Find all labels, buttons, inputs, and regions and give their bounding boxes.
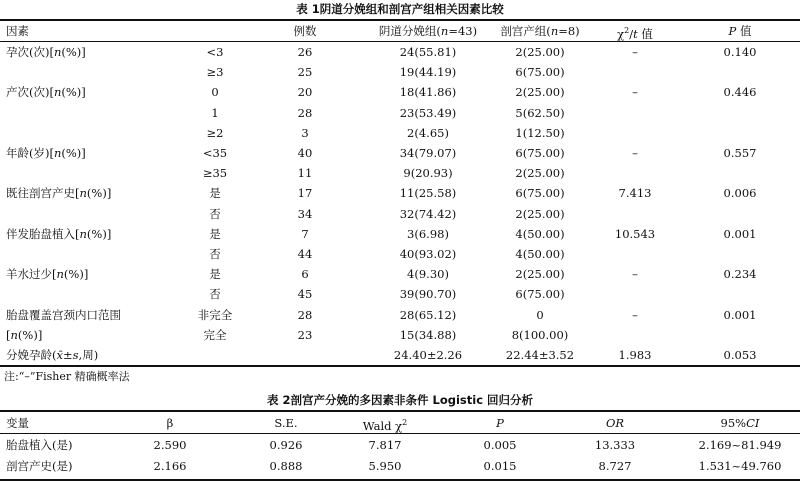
table2-cell-p: 0.005 xyxy=(483,438,517,452)
table1-cell-stat: – xyxy=(632,146,638,160)
table1-cell-cesarean: 2(25.00) xyxy=(515,206,565,221)
table1-header-rule xyxy=(0,41,800,42)
table1-cell-stat: – xyxy=(632,307,638,322)
table2-cell-se: 0.926 xyxy=(269,438,303,452)
table1-cell-vaginal: 9(20.93) xyxy=(403,166,453,181)
table1-cell-vaginal: 39(90.70) xyxy=(399,287,457,302)
table1-cell-factor: [n(%)] xyxy=(6,327,43,342)
table1-header-p: P 值 xyxy=(728,24,752,38)
table1-cell-vaginal: 15(34.88) xyxy=(399,327,457,342)
table1-cell-factor: 胎盘覆盖宫颈内口范围 xyxy=(6,307,121,322)
table1-cell-count: 3 xyxy=(301,125,309,140)
table1-cell-vaginal: 19(44.19) xyxy=(399,65,457,80)
table1-cell-level: 是 xyxy=(209,186,221,201)
table1-cell-p: 0.053 xyxy=(723,348,757,362)
table1-cell-count: 34 xyxy=(297,206,313,221)
table1-cell-p: 0.234 xyxy=(723,267,757,282)
table1-cell-cesarean: 1(12.50) xyxy=(515,125,565,140)
table1-cell-cesarean: 6(75.00) xyxy=(515,186,565,201)
table1-cell-cesarean: 2(25.00) xyxy=(515,267,565,282)
table1-header-count: 例数 xyxy=(293,24,317,38)
table2-header-or: OR xyxy=(605,416,625,430)
table1-cell-count: 40 xyxy=(297,146,313,160)
table1-header-factor: 因素 xyxy=(6,24,29,38)
table1-cell-vaginal: 23(53.49) xyxy=(399,105,457,120)
table1-cell-cesarean: 2(25.00) xyxy=(515,85,565,100)
table1-cell-vaginal: 2(4.65) xyxy=(407,125,449,140)
table2-header-beta: β xyxy=(166,416,174,430)
table1-cell-p: 0.001 xyxy=(723,226,757,241)
table1-header-vaginal: 阴道分娩组(n=43) xyxy=(378,24,478,38)
table2-cell-variable: 剖宫产史(是) xyxy=(6,459,73,473)
table1-cell-level: <3 xyxy=(206,45,224,59)
table1-cell-p: 0.446 xyxy=(723,85,757,100)
table1-cell-vaginal: 11(25.58) xyxy=(399,186,457,201)
table2-header-p: P xyxy=(496,416,504,430)
table1-cell-count: 45 xyxy=(297,287,313,302)
table1-cell-stat: – xyxy=(632,85,638,100)
table1-cell-factor: 羊水过少[n(%)] xyxy=(6,267,89,282)
table1-cell-stat: 1.983 xyxy=(618,348,652,362)
table1-header-cesarean: 剖宫产组(n=8) xyxy=(500,24,580,38)
table1-cell-vaginal: 3(6.98) xyxy=(407,226,449,241)
table1-cell-p: 0.140 xyxy=(723,45,757,59)
table1-cell-count: 7 xyxy=(301,226,309,241)
table2-cell-beta: 2.166 xyxy=(153,459,187,473)
table2-cell-variable: 胎盘植入(是) xyxy=(6,438,73,452)
table2-header-rule xyxy=(0,433,800,434)
table1-cell-cesarean: 2(25.00) xyxy=(515,166,565,181)
table1-cell-level: 0 xyxy=(211,85,219,100)
table1-cell-p: 0.001 xyxy=(723,307,757,322)
table1-cell-vaginal: 4(9.30) xyxy=(407,267,449,282)
table1-cell-factor: 产次(次)[n(%)] xyxy=(6,85,86,100)
table1-cell-level: ≥2 xyxy=(206,125,224,140)
table1-cell-factor: 伴发胎盘植入[n(%)] xyxy=(6,226,112,241)
table1-cell-count: 28 xyxy=(297,105,313,120)
table1-cell-stat: – xyxy=(632,267,638,282)
table1-cell-vaginal: 32(74.42) xyxy=(399,206,457,221)
table1-cell-cesarean: 4(50.00) xyxy=(515,247,565,261)
table2-top-rule xyxy=(0,410,800,412)
table1-cell-factor: 分娩孕龄(x̄±s,周) xyxy=(6,348,99,362)
table1-cell-factor: 既往剖宫产史[n(%)] xyxy=(6,186,112,201)
table1-cell-cesarean: 6(75.00) xyxy=(515,146,565,160)
table1-cell-level: 否 xyxy=(209,206,221,221)
table1-cell-factor: 年龄(岁)[n(%)] xyxy=(6,146,86,160)
table1-cell-cesarean: 6(75.00) xyxy=(515,287,565,302)
table1-cell-level: 否 xyxy=(209,247,221,261)
table1-top-rule xyxy=(0,19,800,21)
table2-cell-p: 0.015 xyxy=(483,459,517,473)
table1-cell-vaginal: 28(65.12) xyxy=(399,307,457,322)
table1-cell-stat: 10.543 xyxy=(614,226,656,241)
table1-cell-p: 0.006 xyxy=(723,186,757,201)
table1-cell-level: 是 xyxy=(209,226,221,241)
table1-cell-cesarean: 22.44±3.52 xyxy=(505,348,575,362)
table2-header-se: S.E. xyxy=(274,416,298,430)
table1-caption xyxy=(0,1,800,17)
table1-cell-count: 11 xyxy=(297,166,313,181)
table2-header-ci: 95%CI xyxy=(720,416,760,430)
table1-cell-stat: – xyxy=(632,45,638,59)
table1-number: 表 1 xyxy=(296,2,320,16)
table1-cell-count: 23 xyxy=(297,327,313,342)
table2-cell-or: 13.333 xyxy=(594,438,636,452)
table2-number: 表 2 xyxy=(266,393,291,407)
table2-cell-wald: 5.950 xyxy=(368,459,402,473)
table2-cell-or: 8.727 xyxy=(598,459,632,473)
table2-caption xyxy=(0,392,800,408)
table1-cell-vaginal: 40(93.02) xyxy=(399,247,457,261)
table1-cell-level: 完全 xyxy=(203,327,227,342)
table1-cell-vaginal: 18(41.86) xyxy=(399,85,457,100)
table1-cell-count: 25 xyxy=(297,65,313,80)
table2-bottom-rule xyxy=(0,479,800,481)
table1-cell-count: 6 xyxy=(301,267,309,282)
table1-cell-level: 否 xyxy=(209,287,221,302)
table1-cell-level: ≥3 xyxy=(206,65,224,80)
table1-cell-vaginal: 24(55.81) xyxy=(399,45,457,59)
table1-cell-vaginal: 24.40±2.26 xyxy=(393,348,463,362)
table2-title: 剖宫产分娩的多因素非条件 Logistic 回归分析 xyxy=(290,393,534,407)
table1-cell-cesarean: 2(25.00) xyxy=(515,45,565,59)
table1-cell-p: 0.557 xyxy=(723,146,757,160)
table1-cell-count: 28 xyxy=(297,307,313,322)
table1-cell-level: 是 xyxy=(209,267,221,282)
table1-cell-cesarean: 5(62.50) xyxy=(515,105,565,120)
table1-cell-count: 26 xyxy=(297,45,313,59)
table1-cell-cesarean: 0 xyxy=(536,307,544,322)
table1-cell-count: 20 xyxy=(297,85,313,100)
table2-cell-wald: 7.817 xyxy=(368,438,402,452)
table1-header-stat: $\chi^2/t$ 值 xyxy=(617,26,653,41)
table1-note: 注:“–”Fisher 精确概率法 xyxy=(4,370,130,383)
table1-cell-count: 44 xyxy=(297,247,313,261)
table1-cell-stat: 7.413 xyxy=(618,186,652,201)
table2-header-variable: 变量 xyxy=(6,416,29,430)
table2-cell-se: 0.888 xyxy=(269,459,303,473)
table1-cell-cesarean: 6(75.00) xyxy=(515,65,565,80)
table1-cell-cesarean: 4(50.00) xyxy=(515,226,565,241)
table2-cell-beta: 2.590 xyxy=(153,438,187,452)
table1-cell-level: <35 xyxy=(202,146,228,160)
table1-bottom-rule xyxy=(0,365,800,367)
table1-cell-level: 1 xyxy=(211,105,219,120)
table1-cell-cesarean: 8(100.00) xyxy=(511,327,569,342)
table2-cell-ci: 2.169~81.949 xyxy=(698,438,782,452)
table2-cell-ci: 1.531~49.760 xyxy=(698,459,782,473)
table1-cell-vaginal: 34(79.07) xyxy=(399,146,457,160)
table1-cell-count: 17 xyxy=(297,186,313,201)
table1-title: 阴道分娩组和剖宫产组相关因素比较 xyxy=(319,2,504,16)
table2-header-wald: Wald $\chi^2$ xyxy=(362,418,408,433)
table1-cell-level: 非完全 xyxy=(197,307,233,322)
table1-cell-level: ≥35 xyxy=(202,166,228,181)
table1-cell-factor: 孕次(次)[n(%)] xyxy=(6,45,86,59)
